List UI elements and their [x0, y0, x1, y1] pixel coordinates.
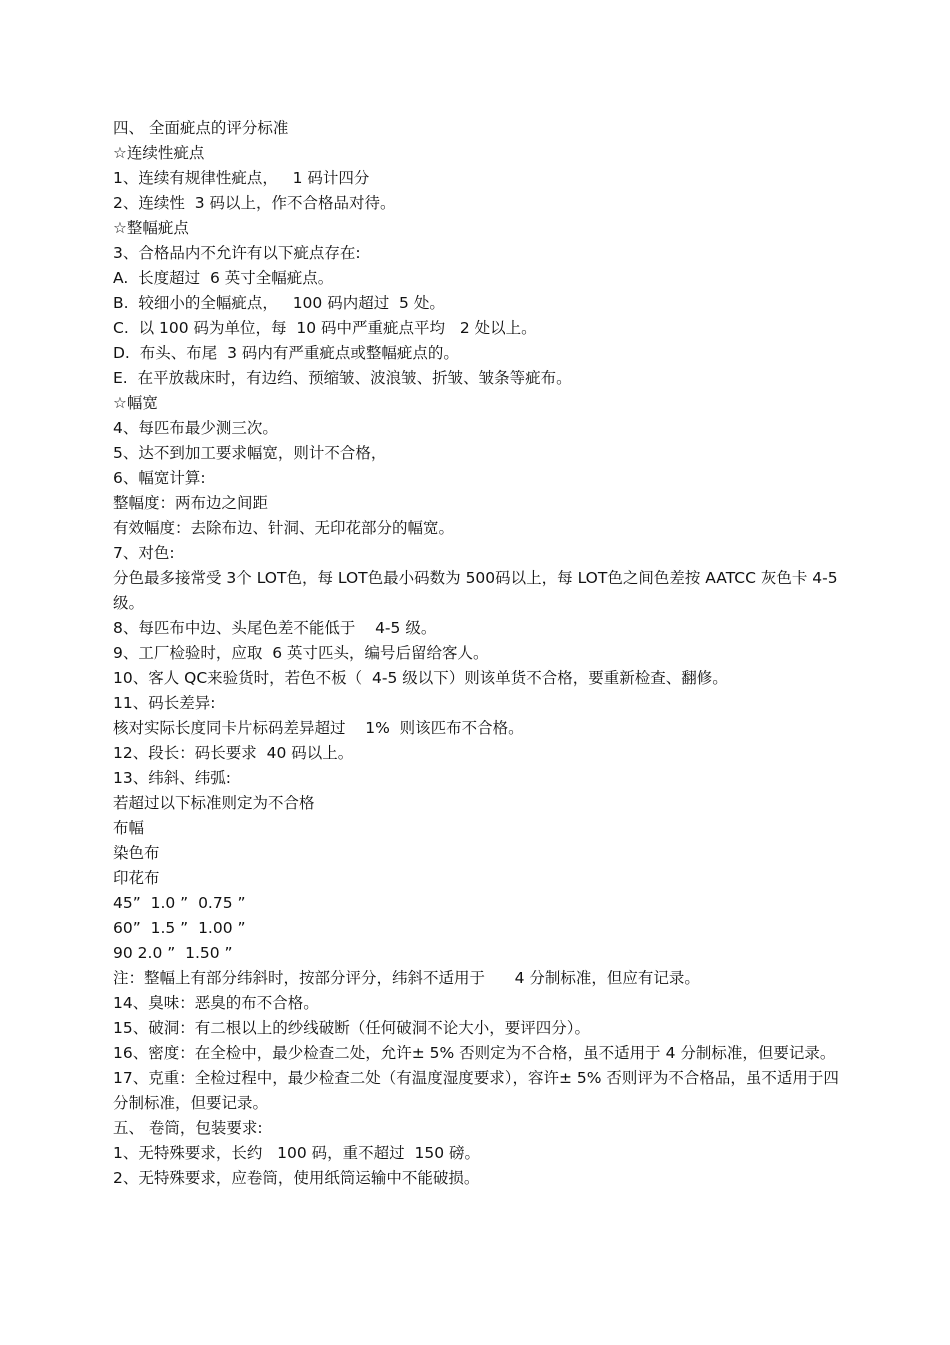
text-line: 6、幅宽计算:	[113, 469, 206, 487]
text-paragraph: 分色最多接常受 3个 LOT色，每 LOT色最小码数为 500码以上，每 LOT色之间色差按 AATCC 灰色卡 4-5 级。	[113, 569, 838, 612]
subheading: ☆幅宽	[113, 394, 158, 412]
text-line: 12、段长：码长要求 40 码以上。	[113, 744, 354, 762]
section-heading: 四、 全面疵点的评分标准	[113, 119, 289, 137]
text-line: 有效幅度：去除布边、针洞、无印花部分的幅宽。	[113, 519, 455, 537]
table-header-fabric-width: 布幅	[113, 819, 145, 837]
note-line: 注：整幅上有部分纬斜时，按部分评分，纬斜不适用于 4 分制标准，但应有记录。	[113, 969, 700, 987]
subheading: ☆连续性疵点	[113, 144, 205, 162]
text-line: 若超过以下标准则定为不合格	[113, 794, 315, 812]
subheading: ☆整幅疵点	[113, 219, 189, 237]
text-paragraph: 16、密度：在全检中，最少检查二处，允许± 5% 否则定为不合格，虽不适用于 4 分制标准，但要记录。	[113, 1044, 836, 1062]
text-line: 5、达不到加工要求幅宽，则计不合格，	[113, 444, 387, 462]
table-row: 60” 1.5 ” 1.00 ”	[113, 919, 246, 937]
table-row: 90 2.0 ” 1.50 ”	[113, 944, 233, 962]
text-line: C. 以 100 码为单位，每 10 码中严重疵点平均 2 处以上。	[113, 319, 537, 337]
text-line: 11、码长差异:	[113, 694, 216, 712]
text-line: E. 在平放裁床时，有边绉、预缩皱、波浪皱、折皱、皱条等疵布。	[113, 369, 572, 387]
text-line: 7、对色:	[113, 544, 175, 562]
text-line: 1、无特殊要求，长约 100 码，重不超过 150 磅。	[113, 1144, 481, 1162]
text-line: 核对实际长度同卡片标码差异超过 1% 则该匹布不合格。	[113, 719, 524, 737]
text-line: 整幅度：两布边之间距	[113, 494, 269, 512]
text-line: 2、无特殊要求，应卷筒，使用纸筒运输中不能破损。	[113, 1169, 480, 1187]
table-row: 45” 1.0 ” 0.75 ”	[113, 894, 246, 912]
text-line: 15、破洞：有二根以上的纱线破断（任何破洞不论大小，要评四分）。	[113, 1019, 590, 1037]
text-line: 1、连续有规律性疵点， 1 码计四分	[113, 169, 370, 187]
text-line: 9、工厂检验时，应取 6 英寸匹头，编号后留给客人。	[113, 644, 489, 662]
text-line: 8、每匹布中边、头尾色差不能低于 4-5 级。	[113, 619, 437, 637]
table-header-printed-fabric: 印花布	[113, 869, 160, 887]
text-line: 3、合格品内不允许有以下疵点存在:	[113, 244, 361, 262]
text-line: A. 长度超过 6 英寸全幅疵点。	[113, 269, 334, 287]
text-line: 10、客人 QC来验货时，若色不板（ 4-5 级以下）则该单货不合格，要重新检查、翻修。	[113, 669, 728, 687]
text-line: D. 布头、布尾 3 码内有严重疵点或整幅疵点的。	[113, 344, 459, 362]
text-line: 13、纬斜、纬弧:	[113, 769, 231, 787]
document-body	[113, 116, 853, 1191]
text-line: 4、每匹布最少测三次。	[113, 419, 278, 437]
text-line: 14、臭味：恶臭的布不合格。	[113, 994, 319, 1012]
section-heading: 五、 卷筒，包装要求:	[113, 1119, 263, 1137]
text-line: 2、连续性 3 码以上，作不合格品对待。	[113, 194, 396, 212]
text-paragraph: 17、克重：全检过程中，最少检查二处（有温度湿度要求），容许± 5% 否则评为不合格品，虽不适用于四分制标准，但要记录。	[113, 1069, 839, 1112]
table-header-dyed-fabric: 染色布	[113, 844, 160, 862]
text-line: B. 较细小的全幅疵点， 100 码内超过 5 处。	[113, 294, 445, 312]
